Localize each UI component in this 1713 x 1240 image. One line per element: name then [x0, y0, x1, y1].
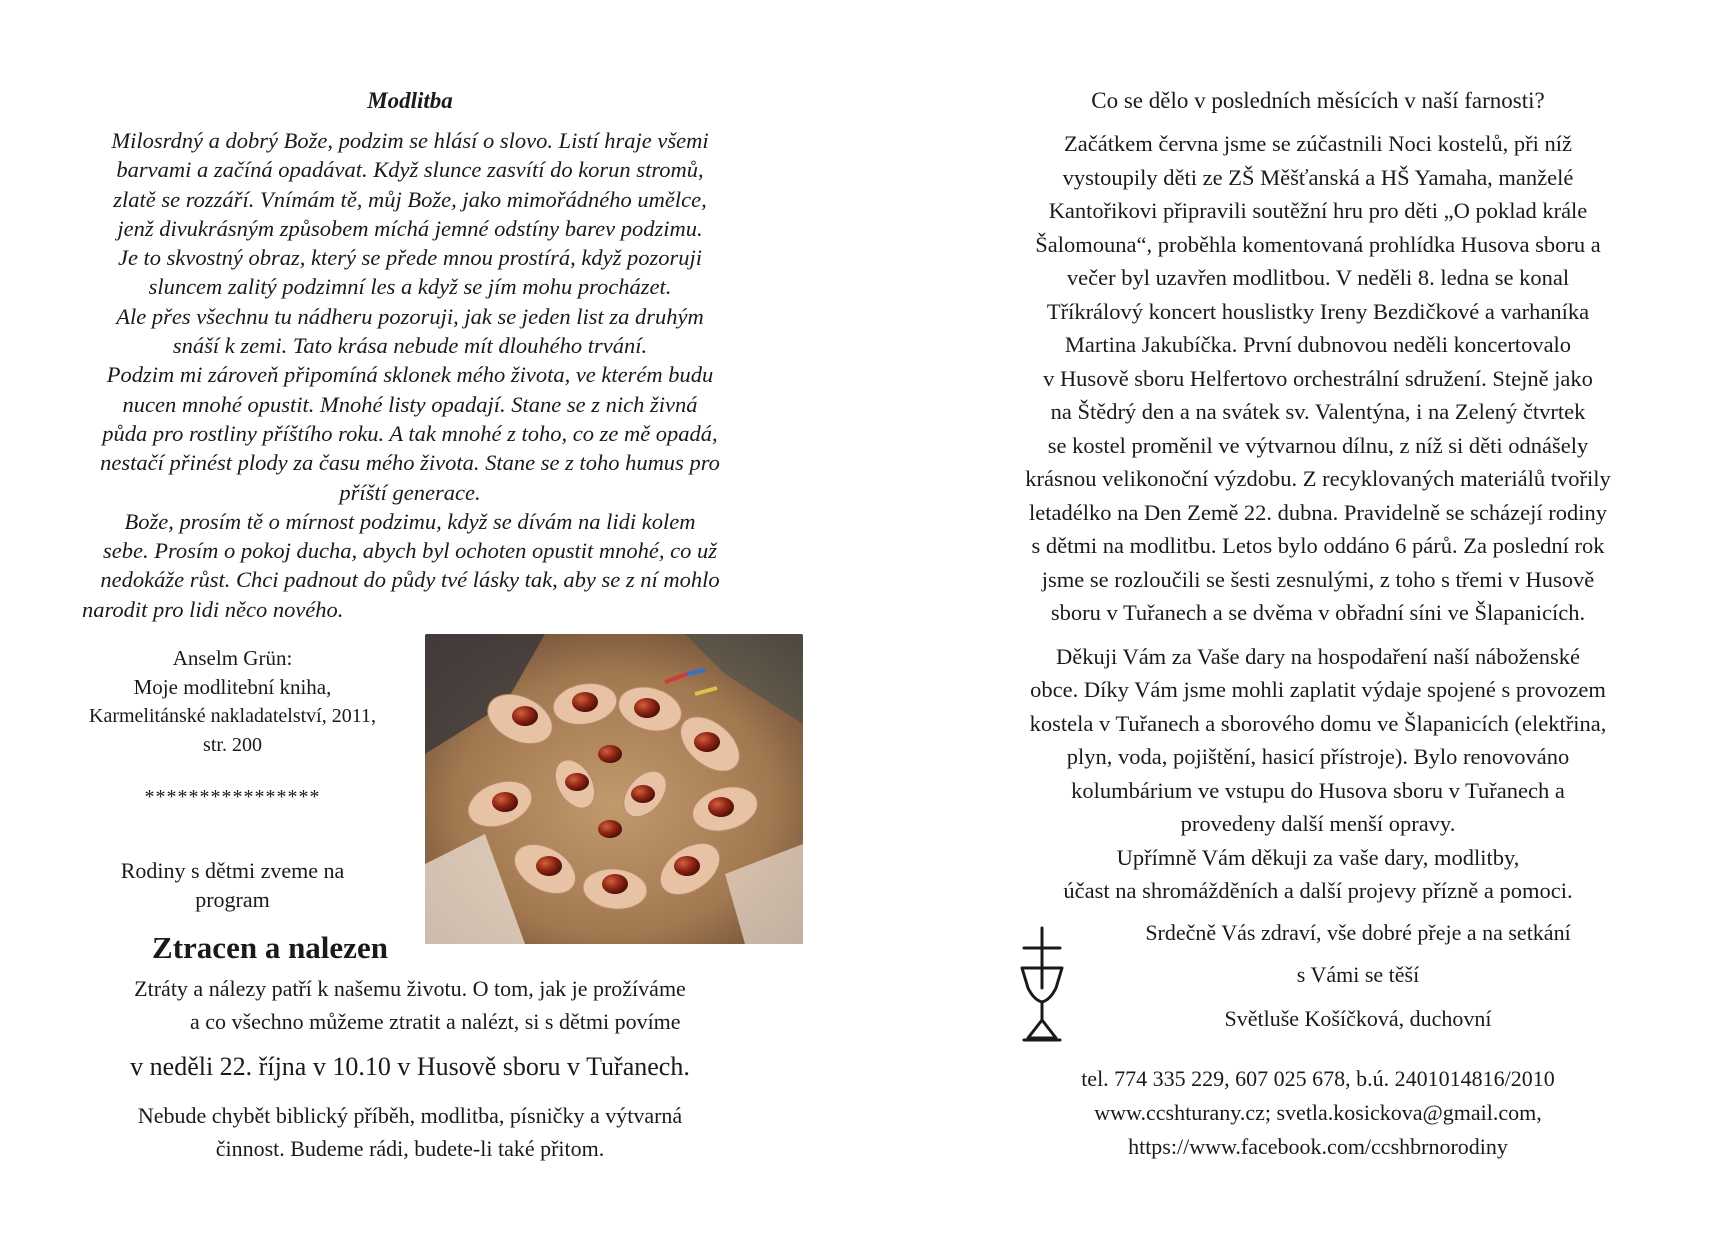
prayer-line: nestačí přinést plody za času mého života. Stane se z toho humus pro — [100, 450, 720, 476]
program-date: v neděli 22. října v 10.10 v Husově sboru v Tuřanech. — [130, 1052, 690, 1082]
news-line: v Husově sboru Helfertovo orchestrální sdružení. Stejně jako — [1043, 365, 1593, 391]
thanks-paragraph — [968, 640, 1668, 908]
prayer-line: sebe. Prosím o pokoj ducha, abych byl ochoten opustit mnohé, co už — [102, 538, 718, 564]
thanks-line: obce. Díky Vám jsme mohli zaplatit výdaje spojené s provozem — [1030, 677, 1606, 702]
thanks-line: kostela v Tuřanech a sborového domu ve Šlapanicích (elektřina, — [1029, 710, 1607, 736]
right-column — [968, 88, 1668, 1162]
news-line: sboru v Tuřanech a se dvěma v obřadní síni ve Šlapanicích. — [1050, 600, 1586, 625]
news-line: vystoupily děti ze ZŠ Měšťanská a HŠ Yamaha, manželé — [1062, 164, 1574, 190]
invite-line: Rodiny s dětmi zveme na — [120, 858, 345, 884]
prayer-line: příští generace. — [339, 479, 481, 505]
prayer-line: sluncem zalitý podzimní les a když se jím mohu procházet. — [148, 274, 672, 300]
news-line: jsme se rozloučili se šesti zesnulými, z toho s třemi v Husově — [1041, 566, 1595, 592]
program-details — [50, 1099, 770, 1165]
signature-name: Světluše Košíčková, duchovní — [1224, 1005, 1492, 1031]
contact-phone-bank: tel. 774 335 229, 607 025 678, b.ú. 2401014816/2010 — [1081, 1065, 1555, 1091]
thanks-line: Děkuji Vám za Vaše dary na hospodaření naší náboženské — [1055, 643, 1580, 669]
prayer-line: barvami a začíná opadávat. Když slunce zasvítí do korun stromů, — [116, 157, 704, 183]
prayer-line: nedokáže růst. Chci padnout do půdy tvé lásky tak, aby se z ní mohlo — [100, 567, 720, 593]
left-column — [50, 88, 770, 1184]
greeting-line: Srdečně Vás zdraví, vše dobré přeje a na setkání — [1145, 919, 1571, 945]
prayer-line: snáší k zemi. Tato krása nebude mít dlouhého trvání. — [172, 333, 648, 359]
invite-line: program — [195, 887, 270, 913]
desc-line: Ztráty a nálezy patří k našemu životu. O tom, jak je prožíváme — [134, 976, 686, 1002]
news-paragraph — [968, 127, 1668, 630]
desc-line: a co všechno můžeme ztratit a nalézt, si s dětmi povíme — [190, 1009, 681, 1035]
prayer-line: Milosrdný a dobrý Bože, podzim se hlásí o slovo. Listí hraje všemi — [111, 128, 709, 153]
details-line: Nebude chybět biblický příběh, modlitba, písničky a výtvarná — [137, 1103, 683, 1129]
greeting-line: s Vámi se těší — [1296, 961, 1420, 987]
prayer-line: Je to skvostný obraz, který se přede mnou prostírá, když pozoruji — [117, 245, 703, 271]
thanks-line: účast na shromážděních a další projevy přízně a pomoci. — [1063, 878, 1573, 903]
news-line: Kantořikovi připravili soutěžní hru pro děti „O poklad krále — [1048, 198, 1588, 223]
thanks-line: kolumbárium ve vstupu do Husova sboru v Tuřanech a — [1071, 777, 1565, 803]
news-line: krásnou velikonoční výzdobu. Z recyklovaných materiálů tvořily — [1025, 466, 1611, 491]
prayer-title: Modlitba — [367, 88, 453, 113]
prayer-line: zlatě se rozzáří. Vnímám tě, můj Bože, jako mimořádného umělce, — [113, 186, 707, 212]
news-line: Šalomouna“, proběhla komentovaná prohlídka Husova sboru a — [1035, 231, 1601, 257]
signature-block — [968, 920, 1668, 1060]
news-line: s dětmi na modlitbu. Letos bylo oddáno 6 párů. Za poslední rok — [1031, 533, 1605, 558]
program-title: Ztracen a nalezen — [152, 930, 388, 966]
contact-facebook-link[interactable]: https://www.facebook.com/ccshbrnorodiny — [1128, 1133, 1508, 1159]
source-page: str. 200 — [203, 734, 262, 757]
prayer-line: nucen mnohé opustit. Mnohé listy opadají. Stane se z nich živná — [122, 391, 698, 417]
thanks-line: Upřímně Vám děkuji za vaše dary, modlitby, — [1116, 844, 1520, 870]
separator: **************** — [144, 786, 321, 809]
news-line: na Štědrý den a na svátek sv. Valentýna, i na Zelený čtvrtek — [1050, 399, 1586, 424]
prayer-line: Bože, prosím tě o mírnost podzimu, když se dívám na lidi kolem — [124, 508, 696, 534]
prayer-line: Podzim mi zároveň připomíná sklonek mého života, ve kterém budu — [106, 362, 714, 388]
thanks-line: provedeny další menší opravy. — [1180, 811, 1456, 836]
prayer-text — [50, 126, 770, 624]
prayer-source — [50, 644, 415, 760]
news-line: Tříkrálový koncert houslistky Ireny Bezdičkové a varhaníka — [1046, 298, 1590, 324]
photo-hands-with-eggs — [425, 634, 803, 944]
news-title: Co se dělo v posledních měsících v naší farnosti? — [1091, 88, 1545, 113]
thanks-line: plyn, voda, pojištění, hasicí přístroje). Bylo renovováno — [1066, 744, 1570, 769]
contact-block — [968, 1064, 1668, 1162]
news-line: Začátkem června jsme se zúčastnili Noci kostelů, při níž — [1064, 131, 1572, 156]
prayer-line: jenž divukrásným způsobem míchá jemné odstíny barev podzimu. — [117, 215, 703, 241]
news-line: večer byl uzavřen modlitbou. V neděli 8. ledna se konal — [1066, 265, 1570, 290]
contact-web-email[interactable]: www.ccshturany.cz; svetla.kosickova@gmail.com, — [1094, 1099, 1542, 1125]
source-publisher: Karmelitánské nakladatelství, 2011, — [89, 705, 376, 728]
source-author: Anselm Grün: — [172, 646, 293, 671]
news-line: letadélko na Den Země 22. dubna. Pravidelně se scházejí rodiny — [1029, 499, 1607, 525]
prayer-line: Ale přes všechnu tu nádheru pozoruji, jak se jeden list za druhým — [116, 303, 704, 329]
spacer — [968, 630, 1668, 640]
news-line: Martina Jakubíčka. První dubnovou neděli koncertovalo — [1064, 332, 1572, 357]
source-book: Moje modlitební kniha, — [133, 675, 332, 700]
lower-section — [50, 624, 770, 1184]
program-invite — [50, 856, 415, 914]
program-description — [50, 972, 770, 1038]
details-line: činnost. Budeme rádi, budete-li také přitom. — [215, 1136, 605, 1162]
prayer-line: půda pro rostliny příštího roku. A tak mnohé z toho, co ze mě opadá, — [102, 420, 718, 446]
news-line: se kostel proměnil ve výtvarnou dílnu, z níž si děti odnášely — [1047, 432, 1589, 458]
prayer-line: narodit pro lidi něco nového. — [82, 596, 344, 622]
